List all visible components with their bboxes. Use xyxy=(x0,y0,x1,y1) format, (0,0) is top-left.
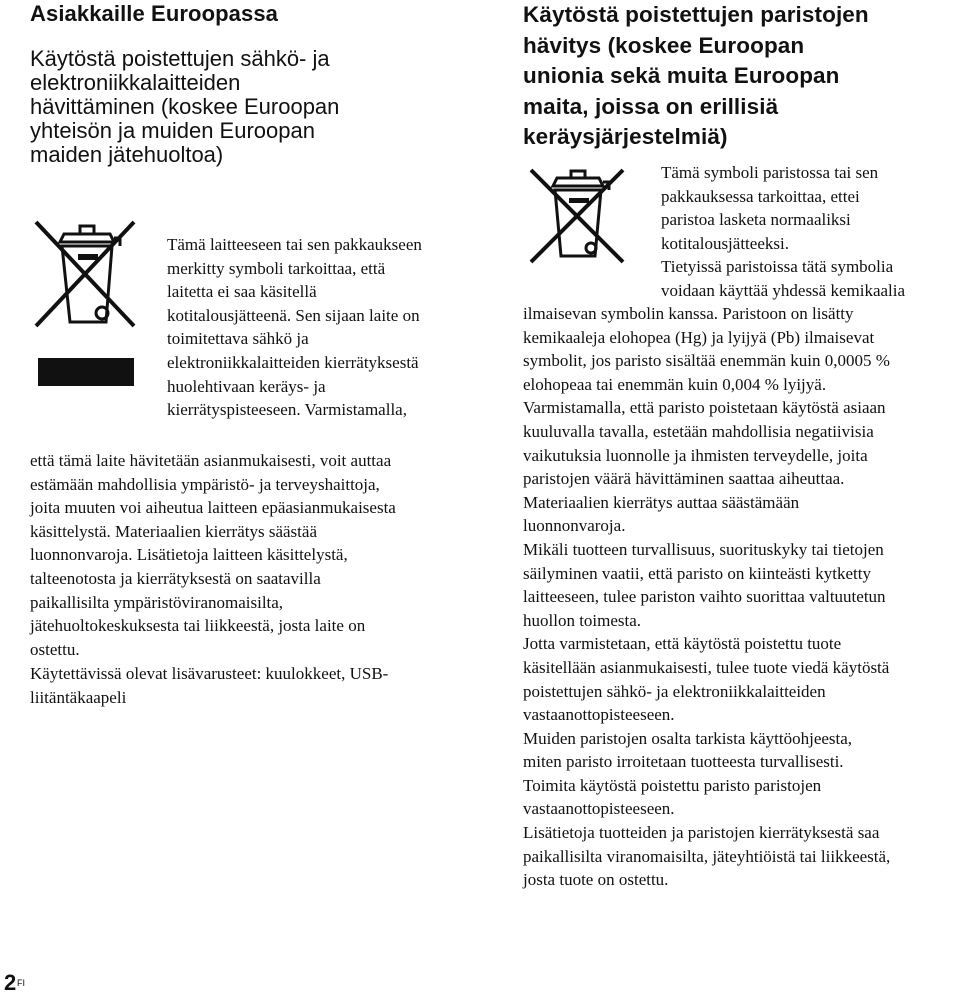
body-line: vastaanottopisteeseen. xyxy=(523,705,675,725)
body-line: paristoa lasketa normaaliksi xyxy=(661,210,851,230)
body-line: vaikutuksia luonnolle ja ihmisten terveydelle, joita xyxy=(523,445,868,465)
body-line: Jotta varmistetaan, että käytöstä poistettu tuote xyxy=(523,634,842,654)
battery-heading-line: maita, joissa on erillisiä xyxy=(523,93,779,119)
battery-heading-line: unionia sekä muita Euroopan xyxy=(523,63,840,88)
battery-heading-line: hävitys (koskee Euroopan xyxy=(523,32,805,58)
weee-paragraph-full xyxy=(30,449,470,661)
body-line: Materiaalien kierrätys auttaa säästämään xyxy=(523,492,800,512)
body-line: luonnonvaroja. Lisätietoja laitteen käsittelystä, xyxy=(30,545,348,565)
body-line: merkitty symboli tarkoittaa, että xyxy=(167,258,386,278)
battery-heading-line: Käytöstä poistettujen paristojen xyxy=(523,2,869,27)
battery-heading xyxy=(523,0,960,153)
body-line: vastaanottopisteeseen. xyxy=(523,799,675,819)
weee-paragraph-indented xyxy=(167,233,472,422)
accessories-paragraph xyxy=(30,662,470,709)
body-line: käsitellään asianmukaisesti, tulee tuote viedä käytöstä xyxy=(523,657,890,677)
body-line: kuuluvalla tavalla, estetään mahdollisia negatiivisia xyxy=(523,421,874,441)
body-line: miten paristo irroitetaan tuotteesta turvallisesti. xyxy=(523,752,844,772)
body-line: paikallisilta ympäristöviranomaisilta, xyxy=(30,592,284,612)
body-line: ostettu. xyxy=(30,639,80,659)
battery-heading-line: keräysjärjestelmiä) xyxy=(523,124,728,149)
crossed-out-battery-bin-icon xyxy=(523,164,631,264)
body-line: toimitettava sähkö ja xyxy=(167,329,309,349)
body-line: Tietyissä paristoissa tätä symbolia xyxy=(661,257,894,277)
body-line: talteenotosta ja kierrätyksestä on saatavilla xyxy=(30,568,321,588)
weee-heading-line: elektroniikkalaitteiden xyxy=(30,70,241,95)
body-line: estämään mahdollisia ympäristö- ja terveyshaittoja, xyxy=(30,474,380,494)
body-line: kotitalousjätteenä. Sen sijaan laite on xyxy=(167,305,420,325)
body-line: kemikaaleja elohopea (Hg) ja lyijyä (Pb) ilmaisevat xyxy=(523,327,875,347)
battery-paragraph-indented xyxy=(661,161,960,303)
weee-heading-line: yhteisön ja muiden Euroopan xyxy=(30,118,315,143)
body-line: elohopeaa tai enemmän kuin 0,004 % lyijyä. xyxy=(523,374,827,394)
body-line: symbolit, jos paristo sisältää enemmän kuin 0,0005 % xyxy=(523,351,890,371)
body-line: Toimita käytöstä poistettu paristo paristojen xyxy=(523,775,822,795)
body-line: jätehuoltokeskuksesta tai liikkeestä, josta laite on xyxy=(30,616,366,636)
body-line: käsittelystä. Materiaalien kierrätys säästää xyxy=(30,521,317,541)
crossed-out-wheelie-bin-icon xyxy=(30,214,140,386)
body-line: että tämä laite hävitetään asianmukaisesti, voit auttaa xyxy=(30,451,392,470)
body-line: Käytettävissä olevat lisävarusteet: kuulokkeet, USB- xyxy=(30,664,389,683)
body-line: laitetta ei saa käsitellä xyxy=(167,282,317,302)
body-line: joita muuten voi aiheutua laitteen epäasianmukaisesta xyxy=(30,498,396,518)
body-line: huolehtivaan keräys- ja xyxy=(167,376,326,396)
body-line: säilyminen vaatii, että paristo on kiinteästi kytketty xyxy=(523,563,871,583)
weee-heading xyxy=(30,47,470,167)
body-line: paikallisilta viranomaisilta, jäteyhtiöistä tai liikkeestä, xyxy=(523,846,891,866)
weee-heading-line: hävittäminen (koskee Euroopan xyxy=(30,94,340,119)
section-title: Asiakkaille Euroopassa xyxy=(30,1,278,26)
page-number: 2 xyxy=(4,970,17,995)
body-line: Tämä laitteeseen tai sen pakkaukseen xyxy=(167,235,422,254)
body-line: luonnonvaroja. xyxy=(523,516,626,536)
battery-paragraph-full xyxy=(523,302,960,892)
body-line: Muiden paristojen osalta tarkista käyttöohjeesta, xyxy=(523,728,853,748)
body-line: huollon toimesta. xyxy=(523,610,642,630)
body-line: paristojen väärä hävittäminen saattaa aiheuttaa. xyxy=(523,469,845,489)
page-language-code: FI xyxy=(17,978,25,988)
body-line: liitäntäkaapeli xyxy=(30,687,127,707)
body-line: elektroniikkalaitteiden kierrätyksestä xyxy=(167,352,419,372)
body-line: voidaan käyttää yhdessä kemikaalia xyxy=(661,280,906,300)
weee-heading-line: maiden jätehuoltoa) xyxy=(30,142,224,167)
body-line: Lisätietoja tuotteiden ja paristojen kierrätyksestä saa xyxy=(523,823,880,843)
body-line: poistettujen sähkö- ja elektroniikkalaitteiden xyxy=(523,681,826,701)
body-line: kierrätyspisteeseen. Varmistamalla, xyxy=(167,400,407,420)
body-line: josta tuote on ostettu. xyxy=(523,870,669,890)
body-line: Mikäli tuotteen turvallisuus, suorituskyky tai tietojen xyxy=(523,539,884,559)
body-line: pakkauksessa tarkoittaa, ettei xyxy=(661,186,860,206)
weee-heading-line: Käytöstä poistettujen sähkö- ja xyxy=(30,46,330,71)
body-line: Varmistamalla, että paristo poistetaan käytöstä asiaan xyxy=(523,398,886,418)
body-line: ilmaisevan symbolin kanssa. Paristoon on lisätty xyxy=(523,304,854,323)
body-line: kotitalousjätteeksi. xyxy=(661,233,789,253)
body-line: Tämä symboli paristossa tai sen xyxy=(661,163,879,182)
body-line: laitteeseen, tulee pariston vaihto suorittaa valtuutetun xyxy=(523,587,886,607)
